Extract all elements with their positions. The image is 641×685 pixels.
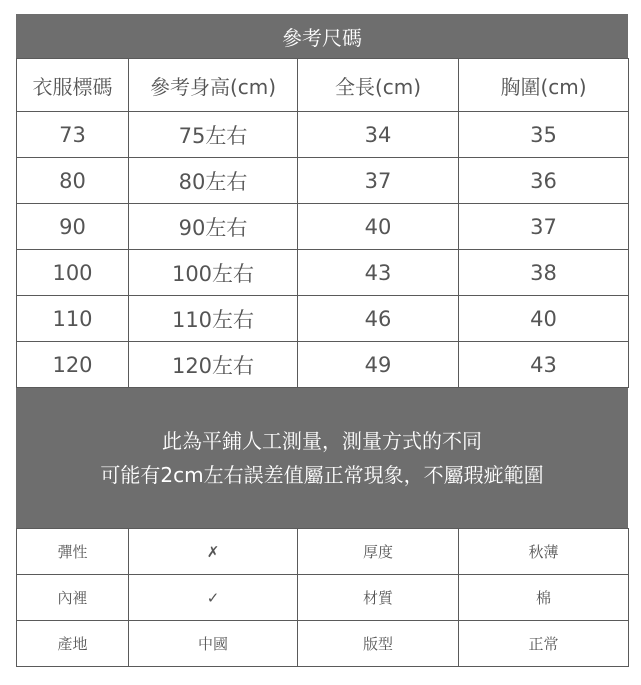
size-chart-title <box>16 14 628 58</box>
size-chart <box>16 14 628 667</box>
table-row <box>17 621 629 667</box>
attribute-label: 版型 <box>298 621 459 667</box>
attribute-value: 正常 <box>459 621 629 667</box>
table-row <box>17 250 629 296</box>
attribute-label: 產地 <box>17 621 129 667</box>
size-table-header <box>17 59 629 112</box>
height-cell: 80左右 <box>129 158 298 204</box>
table-row <box>17 342 629 388</box>
chest-cell: 36 <box>459 158 629 204</box>
table-row <box>17 529 629 575</box>
attribute-label: 厚度 <box>298 529 459 575</box>
size-cell: 80 <box>17 158 129 204</box>
header-cell: 衣服標碼 <box>17 59 129 112</box>
attribute-value: 秋薄 <box>459 529 629 575</box>
height-cell: 100左右 <box>129 250 298 296</box>
header-cell: 胸圍(cm) <box>459 59 629 112</box>
chest-cell: 35 <box>459 112 629 158</box>
chest-cell: 38 <box>459 250 629 296</box>
note-line-2: 可能有2cm左右誤差值屬正常現象，不屬瑕疵範圍 <box>100 463 544 487</box>
size-cell: 73 <box>17 112 129 158</box>
height-cell: 90左右 <box>129 204 298 250</box>
size-cell: 90 <box>17 204 129 250</box>
length-cell: 34 <box>298 112 459 158</box>
check-icon: ✓ <box>129 575 298 621</box>
table-row <box>17 112 629 158</box>
attribute-label: 內裡 <box>17 575 129 621</box>
table-row <box>17 296 629 342</box>
attribute-value: 棉 <box>459 575 629 621</box>
table-row <box>17 575 629 621</box>
size-cell: 100 <box>17 250 129 296</box>
length-cell: 37 <box>298 158 459 204</box>
header-cell: 參考身高(cm) <box>129 59 298 112</box>
title-text: 參考尺碼 <box>282 25 362 50</box>
note-line-1: 此為平鋪人工測量，測量方式的不同 <box>162 429 482 453</box>
length-cell: 40 <box>298 204 459 250</box>
attribute-label: 材質 <box>298 575 459 621</box>
table-row <box>17 204 629 250</box>
attribute-value: 中國 <box>129 621 298 667</box>
height-cell: 120左右 <box>129 342 298 388</box>
header-cell: 全長(cm) <box>298 59 459 112</box>
attribute-table <box>16 528 629 667</box>
table-row <box>17 158 629 204</box>
chest-cell: 37 <box>459 204 629 250</box>
attribute-label: 彈性 <box>17 529 129 575</box>
measurement-note <box>16 388 628 528</box>
size-table <box>16 58 629 388</box>
height-cell: 75左右 <box>129 112 298 158</box>
size-cell: 110 <box>17 296 129 342</box>
length-cell: 49 <box>298 342 459 388</box>
chest-cell: 43 <box>459 342 629 388</box>
length-cell: 46 <box>298 296 459 342</box>
size-cell: 120 <box>17 342 129 388</box>
chest-cell: 40 <box>459 296 629 342</box>
length-cell: 43 <box>298 250 459 296</box>
height-cell: 110左右 <box>129 296 298 342</box>
cross-icon: ✗ <box>129 529 298 575</box>
